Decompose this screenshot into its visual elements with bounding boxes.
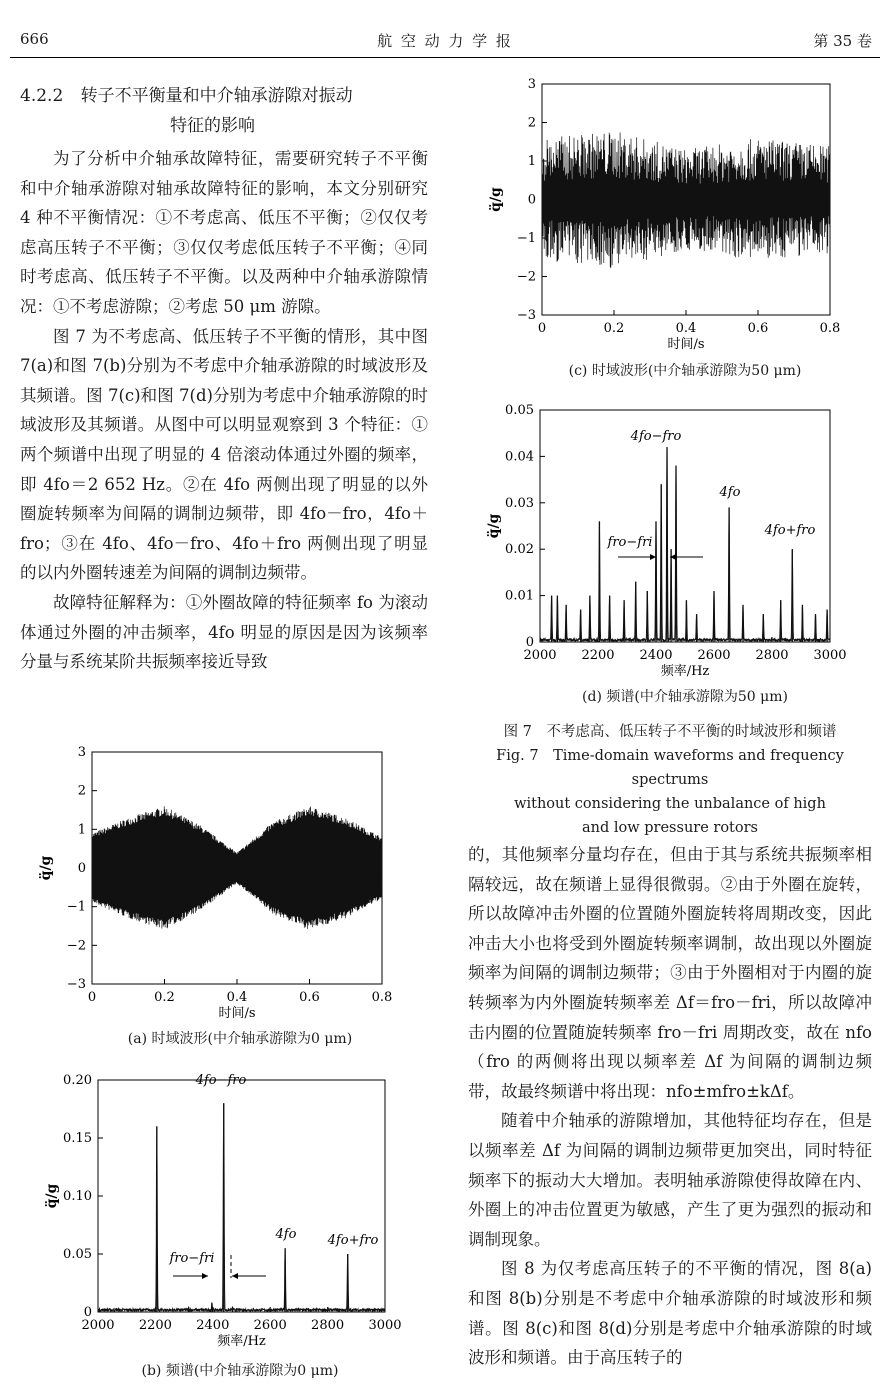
arrow-right-head [232,1273,238,1279]
x-tick-label: 0 [87,990,97,1005]
chart-b [40,1068,415,1370]
y-tick-label: 0.04 [505,449,534,465]
y-tick-label: 0 [83,1305,92,1320]
y-tick-label: 0 [525,635,534,650]
chart-b-caption: (b) 频谱(中介轴承游隙为0 μm) [141,1363,339,1379]
x-axis-label: 频率/Hz [217,1334,266,1349]
y-axis-label: q̈/g [488,187,504,212]
left-paragraph-1: 为了分析中介轴承故障特征，需要研究转子不平衡和中介轴承游隙对轴承故障特征的影响，本文分别研究 4 种不平衡情况：①不考虑高、低压不平衡；②仅仅考虑高压转子不平衡；③仅仅考虑低压转子不平衡；④同时考虑高、低压转子不平衡。以及两种中介轴承游隙情况：①不考虑游隙；②考虑 50 μm 游隙。 [20,149,428,316]
y-tick-label: 0.01 [505,588,534,604]
chart-a-caption: (a) 时域波形(中介轴承游隙为0 μm) [127,1031,353,1047]
section-heading [20,82,353,110]
section-title-line2: 特征的影响 [170,116,255,136]
y-tick-label: −1 [66,899,86,915]
chart-c [490,72,850,362]
x-tick-label: 0.6 [299,990,320,1005]
annotation-fro-minus-fri: fro−fri [169,1251,215,1266]
x-tick-label: 0 [537,321,547,336]
section-title-line1: 转子不平衡量和中介轴承游隙对振动 [80,86,353,106]
y-tick-label: −3 [66,977,86,992]
waveform-series [542,133,830,269]
y-tick-label: 0.03 [505,495,534,511]
plot-frame [98,1080,385,1312]
annotation-4fo-plus-fro: 4fo+fro [764,523,816,538]
annotation-4fo-minus-fro: 4fo−fro [195,1073,247,1088]
annotation-4fo-minus-fro: 4fo−fro [630,429,682,444]
y-tick-label: −2 [516,269,536,285]
y-tick-label: 0.02 [505,542,534,558]
figure-caption-en-1: Fig. 7 Time-domain waveforms and frequency spectrums [496,748,844,788]
volume-label: 第 35 卷 [813,32,872,50]
waveform-series [92,806,382,929]
header-rule [10,57,880,58]
left-paragraph-3: 故障特征解释为：①外圈故障的特征频率 fo 为滚动体通过外圈的冲击频率，4fo 明显的原因是因为该频率分量与系统某阶共振频率接近导致 [20,592,428,672]
x-tick-label: 2000 [523,648,557,663]
annotation-4fo-plus-fro: 4fo+fro [327,1233,379,1248]
y-tick-label: 0.20 [63,1073,92,1088]
y-tick-label: 3 [527,77,536,92]
figure-caption-cn: 图 7 不考虑高、低压转子不平衡的时域波形和频谱 [503,724,837,740]
section-number: 4.2.2 [20,86,64,106]
x-tick-label: 2200 [581,648,615,663]
x-axis-label: 时间/s [218,1006,256,1021]
y-tick-label: 0.10 [63,1189,92,1204]
page-number: 666 [20,30,49,48]
x-tick-label: 0.4 [226,990,248,1005]
figure-caption-en-2: without considering the unbalance of high [514,796,826,812]
y-tick-label: 2 [77,783,86,799]
right-paragraph-2: 随着中介轴承的游隙增加，其他特征均存在，但是以频率差 Δf 为间隔的调制边频带更加突出，同时特征频率下的振动大大增加。表明轴承游隙使得故障在内、外圈上的冲击位置更为敏感，产生了更为强烈的振动和调制现象。 [468,1111,872,1249]
arrow-left-head [202,1273,208,1279]
chart-a [40,742,415,1042]
x-tick-label: 3000 [813,648,847,663]
y-tick-label: 2 [527,115,536,131]
x-tick-label: 0.2 [603,321,625,336]
y-tick-label: −2 [66,938,86,954]
x-tick-label: 2200 [138,1318,172,1333]
annotation-4fo: 4fo [275,1227,297,1242]
x-tick-label: 0.2 [154,990,175,1005]
figure-caption [460,720,880,840]
x-tick-label: 0.8 [371,990,393,1005]
x-axis-label: 频率/Hz [660,664,710,679]
x-tick-label: 2400 [196,1318,230,1333]
figure-caption-en-3: and low pressure rotors [582,820,758,836]
x-tick-label: 3000 [368,1318,402,1333]
chart-d [486,400,860,690]
left-paragraph-2: 图 7 为不考虑高、低压转子不平衡的情形，其中图 7(a)和图 7(b)分别为不考虑中介轴承游隙的时域波形及其频谱。图 7(c)和图 7(d)分别为考虑中介轴承游隙的时域波形及其频谱。从图中可以明显观察到 3 个特征：①两个频谱中出现了明显的 4 倍滚动体通过外圈的频率，即 4fo＝2 652 Hz。②在 4fo 两侧出现了明显的以外圈旋转频率为间隔的调制边频带，即 4fo－fro，4fo＋fro；③在 4fo、4fo－fro、4fo＋fro 两侧出现了明显的以内外圈转速差为间隔的调制边频带。 [20,326,428,583]
x-tick-label: 0.6 [747,321,769,336]
x-tick-label: 2600 [697,648,731,663]
x-tick-label: 2600 [253,1318,287,1333]
annotation-fro-minus-fri: fro−fri [607,535,653,550]
x-axis-label: 时间/s [667,337,705,352]
x-tick-label: 0.8 [819,321,841,336]
y-axis-label: q̈/g [486,513,502,539]
right-body-text [468,840,872,1373]
y-tick-label: 0 [527,192,536,208]
x-tick-label: 2400 [639,648,673,663]
chart-c-caption: (c) 时域波形(中介轴承游隙为50 μm) [568,363,802,379]
y-tick-label: 1 [77,822,86,838]
y-tick-label: −1 [516,231,536,246]
annotation-4fo: 4fo [719,485,741,500]
y-tick-label: 1 [527,154,536,169]
journal-title: 航 空 动 力 学 报 [377,32,513,50]
y-tick-label: 0.05 [505,403,534,418]
y-tick-label: −3 [516,308,536,323]
right-paragraph-1: 的，其他频率分量均存在，但由于其与系统共振频率相隔较远，故在频谱上显得很微弱。②由于外圈在旋转，所以故障冲击外圈的位置随外圈旋转将周期改变，因此冲击大小也将受到外圈旋转频率调制，故出现以外圈旋频率为间隔的调制边频带；③由于外圈相对于内圈的旋转频率为内外圈旋转频率差 Δf＝fro－fri，所以故障冲击内圈的位置随旋转频率 fro－fri 周期改变，故在 nfo（fro 的两侧将出现以频率差 Δf 为间隔的调制边频带，故最终频谱中将出现：nfo±mfro±kΔf。 [468,845,872,1101]
y-tick-label: 0 [77,861,86,876]
chart-d-caption: (d) 频谱(中介轴承游隙为50 μm) [582,689,788,705]
spectrum-series [98,1103,385,1311]
y-tick-label: 0.15 [63,1131,92,1146]
x-tick-label: 2800 [755,648,789,663]
x-tick-label: 0.4 [675,321,697,336]
y-tick-label: 3 [77,745,86,760]
spectrum-series [540,447,830,641]
right-paragraph-3: 图 8 为仅考虑高压转子的不平衡的情况，图 8(a)和图 8(b)分别是不考虑中介轴承游隙的时域波形和频谱。图 8(c)和图 8(d)分别是考虑中介轴承游隙的时域波形和频谱。由于高压转子的 [468,1259,872,1368]
x-tick-label: 2000 [81,1318,115,1333]
y-axis-label: q̈/g [44,1183,60,1209]
left-body-text [20,144,428,677]
y-tick-label: 0.05 [63,1247,92,1262]
arrow-left-head [650,554,656,560]
x-tick-label: 2800 [311,1318,345,1333]
y-axis-label: q̈/g [38,855,54,881]
